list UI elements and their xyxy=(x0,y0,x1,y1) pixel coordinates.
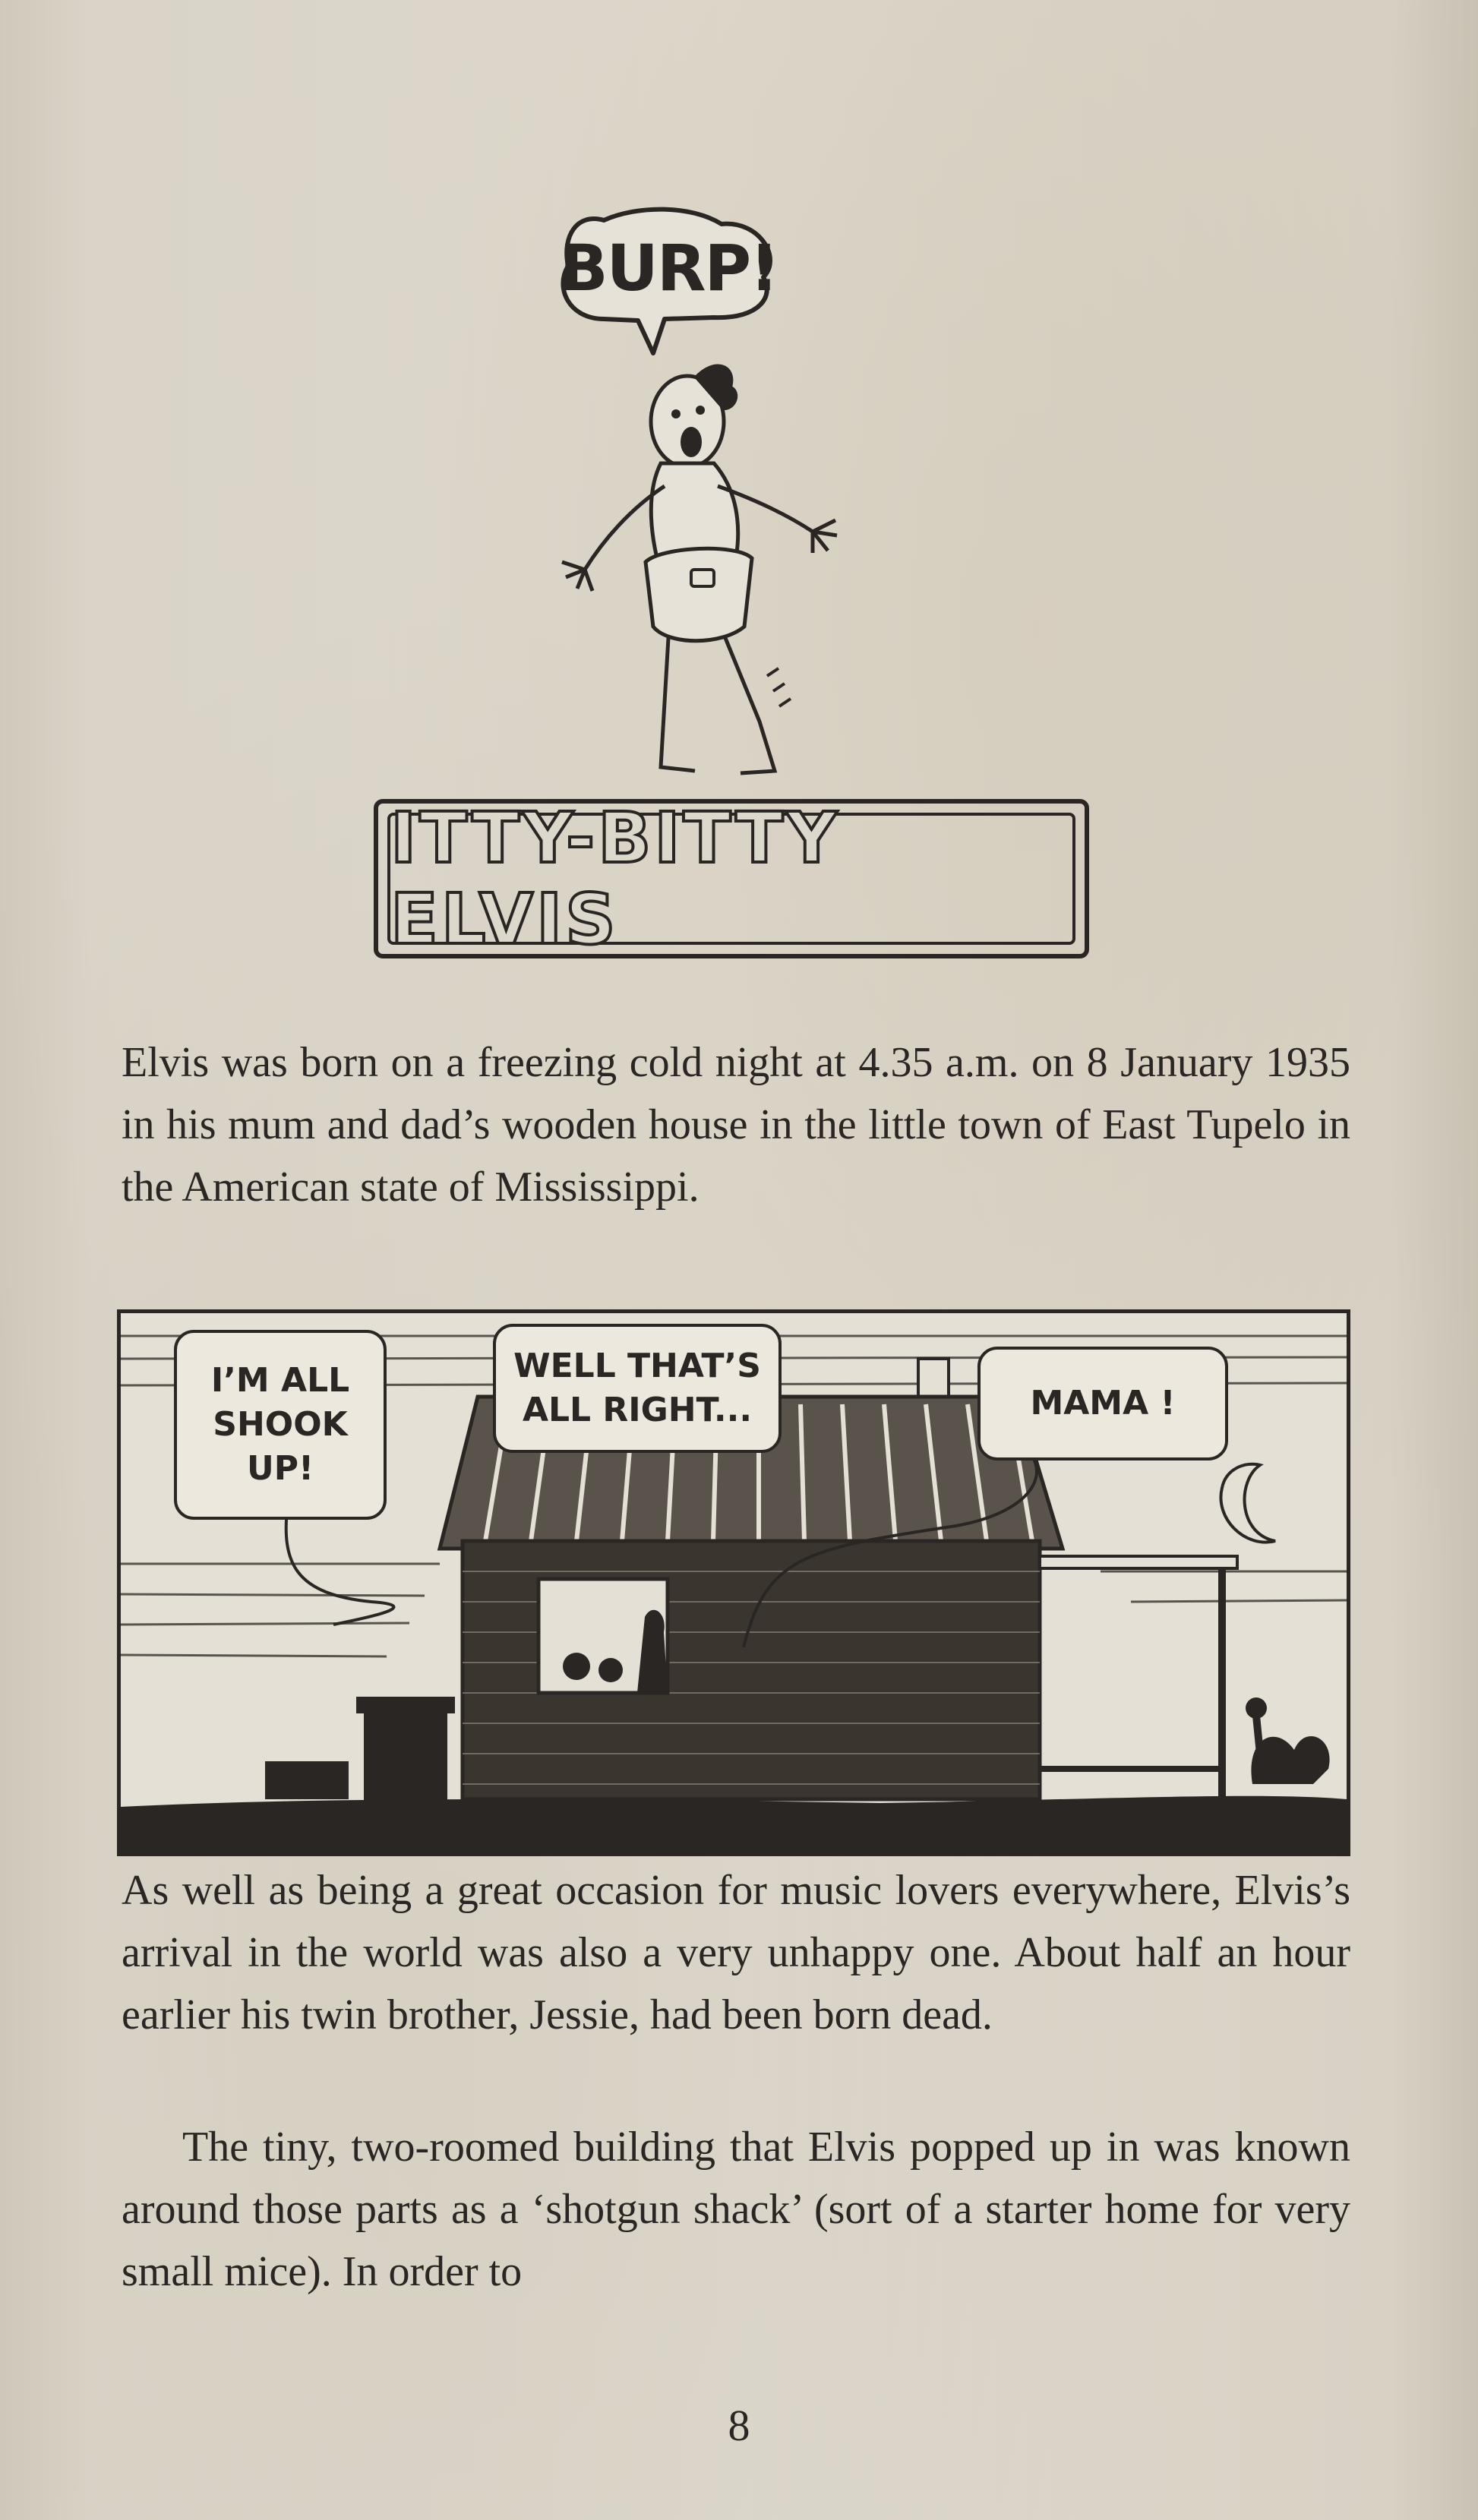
paragraph-2: As well as being a great occasion for music lovers everywhere, Elvis’s arrival in the world was also a very unhappy one. About half an hour earlier his twin brother, Jessie, had been born dead. xyxy=(122,1867,1350,2038)
speech-bubble-right: MAMA ! xyxy=(977,1347,1228,1461)
chapter-title: ITTY-BITTY ELVIS xyxy=(390,797,840,960)
chapter-title-box xyxy=(374,799,1089,958)
birth-cartoon-panel xyxy=(117,1309,1350,1856)
paragraph-1: Elvis was born on a freezing cold night at 4.35 a.m. on 8 January 1935 in his mum and dad’s wooden house in the little town of East Tupelo in the American state of Mississippi. xyxy=(122,1039,1350,1211)
burp-text: BURP! xyxy=(559,231,778,305)
speech-bubble-left: I’M ALL SHOOK UP! xyxy=(174,1330,387,1520)
page-number: 8 xyxy=(728,2401,750,2450)
baby-elvis-illustration xyxy=(532,205,896,813)
speech-bubble-middle: WELL THAT’S ALL RIGHT... xyxy=(493,1324,782,1453)
paragraph-3: The tiny, two-roomed building that Elvis popped up in was known around those parts as a ‘shotgun shack’ (sort of a starter home for very small mice). In order to xyxy=(122,2124,1350,2295)
